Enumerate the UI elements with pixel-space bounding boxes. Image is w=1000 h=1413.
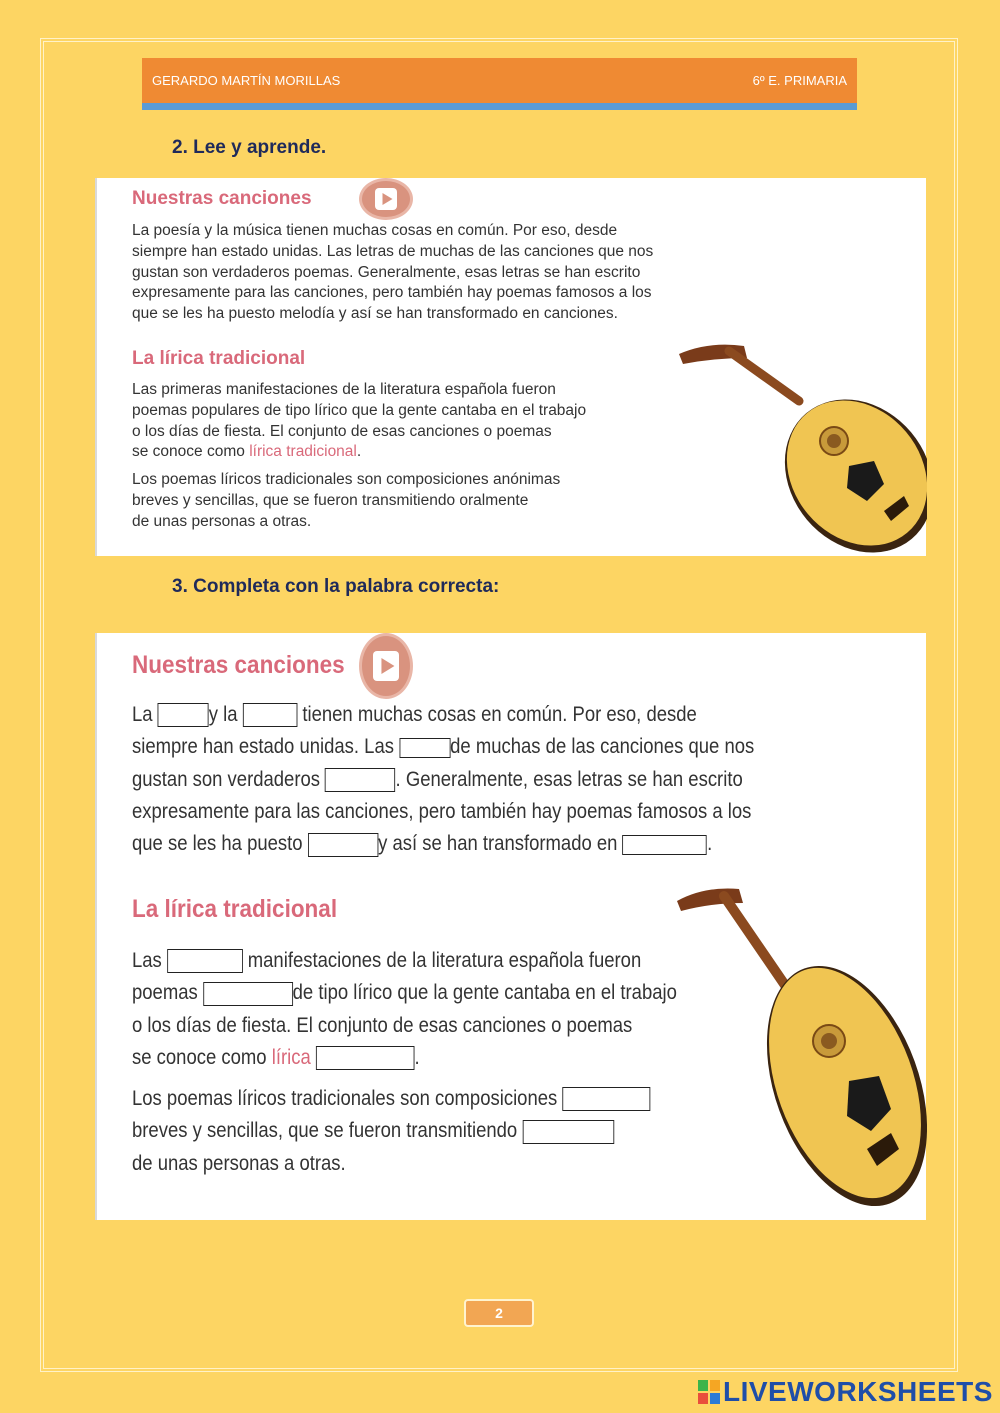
reading-line: gustan son verdaderos poemas. Generalmente, esas letras se han escrito <box>132 263 641 281</box>
exercise-line-2: siempre han estado unidas. Las de muchas de las canciones que nos <box>132 735 755 759</box>
blank-input[interactable] <box>399 738 450 758</box>
exercise-line-11: breves y sencillas, que se fueron transmitiendo <box>132 1115 650 1147</box>
header-stripe <box>142 103 857 110</box>
reading-line: siempre han estado unidas. Las letras de muchas de las canciones que nos <box>132 242 654 260</box>
course-label: 6º E. PRIMARIA <box>752 73 847 88</box>
anon-line: breves y sencillas, que se fueron transmitiendo oralmente <box>132 491 529 509</box>
lirica-line: o los días de fiesta. El conjunto de esas canciones o poemas <box>132 422 552 440</box>
anon-line: Los poemas líricos tradicionales son composiciones anónimas <box>132 471 561 488</box>
author-name: GERARDO MARTÍN MORILLAS <box>152 73 341 88</box>
lirica-prefix: se conoce como <box>132 443 250 461</box>
lirica-suffix: . <box>356 443 362 461</box>
anon-line: de unas personas a otras. <box>132 512 312 530</box>
liveworksheets-badge-icon <box>698 1380 720 1404</box>
play-audio-icon[interactable] <box>359 633 413 699</box>
exercise-line-3: gustan son verdaderos . Generalmente, esas letras se han escrito <box>132 767 743 791</box>
exercise-line-7: poemas de tipo lírico que la gente cantaba en el trabajo <box>132 981 677 1005</box>
blank-input[interactable] <box>316 1046 415 1070</box>
page-number: 2 <box>464 1299 534 1327</box>
blank-input[interactable] <box>522 1120 614 1144</box>
liveworksheets-logo <box>698 1376 993 1408</box>
blank-input[interactable] <box>325 768 395 792</box>
exercise-line-9: se conoce como lírica . <box>132 1045 420 1069</box>
exercise-line-6: Las manifestaciones de la literatura española fueron <box>132 949 642 972</box>
exercise-title: Nuestras canciones <box>132 651 345 679</box>
reading-panel <box>95 178 926 556</box>
exercise-panel <box>95 633 926 1220</box>
logo-text: LIVEWORKSHEETS <box>723 1376 993 1407</box>
exercise-line-1: La y la tienen muchas cosas en común. Por eso, desde <box>132 703 697 726</box>
lirica-subtitle: La lírica tradicional <box>132 348 306 369</box>
reading-title: Nuestras canciones <box>132 188 312 209</box>
instruction-3: 3. Completa con la palabra correcta: <box>172 576 500 597</box>
blank-input[interactable] <box>243 703 298 727</box>
blank-input[interactable] <box>167 949 243 973</box>
page-header <box>142 58 857 103</box>
exercise-line-10: Los poemas líricos tradicionales son composiciones <box>132 1083 650 1115</box>
exercise-line-4: expresamente para las canciones, pero también hay poemas famosos a los <box>132 799 752 823</box>
exercise-subtitle: La lírica tradicional <box>132 895 338 923</box>
lirica-highlight: lírica tradicional <box>249 443 357 461</box>
play-audio-icon[interactable] <box>359 178 413 220</box>
lute-illustration <box>669 336 927 554</box>
reading-line: que se les ha puesto melodía y así se han transformado en canciones. <box>132 305 618 323</box>
blank-input[interactable] <box>203 982 293 1006</box>
blank-input[interactable] <box>158 703 209 727</box>
reading-line: La poesía y la música tienen muchas cosas en común. Por eso, desde <box>132 222 618 239</box>
lirica-line: poemas populares de tipo lírico que la gente cantaba en el trabajo <box>132 401 587 419</box>
exercise-line-5: que se les ha puesto y así se han transformado en . <box>132 832 713 856</box>
blank-input[interactable] <box>562 1087 650 1111</box>
exercise-line-8: o los días de fiesta. El conjunto de esas canciones o poemas <box>132 1013 633 1037</box>
instruction-2: 2. Lee y aprende. <box>172 137 327 158</box>
reading-line: expresamente para las canciones, pero también hay poemas famosos a los <box>132 284 652 302</box>
lute-illustration <box>669 881 927 1219</box>
exercise-line-12: de unas personas a otras. <box>132 1151 346 1175</box>
blank-input[interactable] <box>308 833 378 857</box>
lirica-line <box>132 442 586 463</box>
blank-input[interactable] <box>623 835 707 855</box>
lirica-line: Las primeras manifestaciones de la literatura española fueron <box>132 381 556 398</box>
